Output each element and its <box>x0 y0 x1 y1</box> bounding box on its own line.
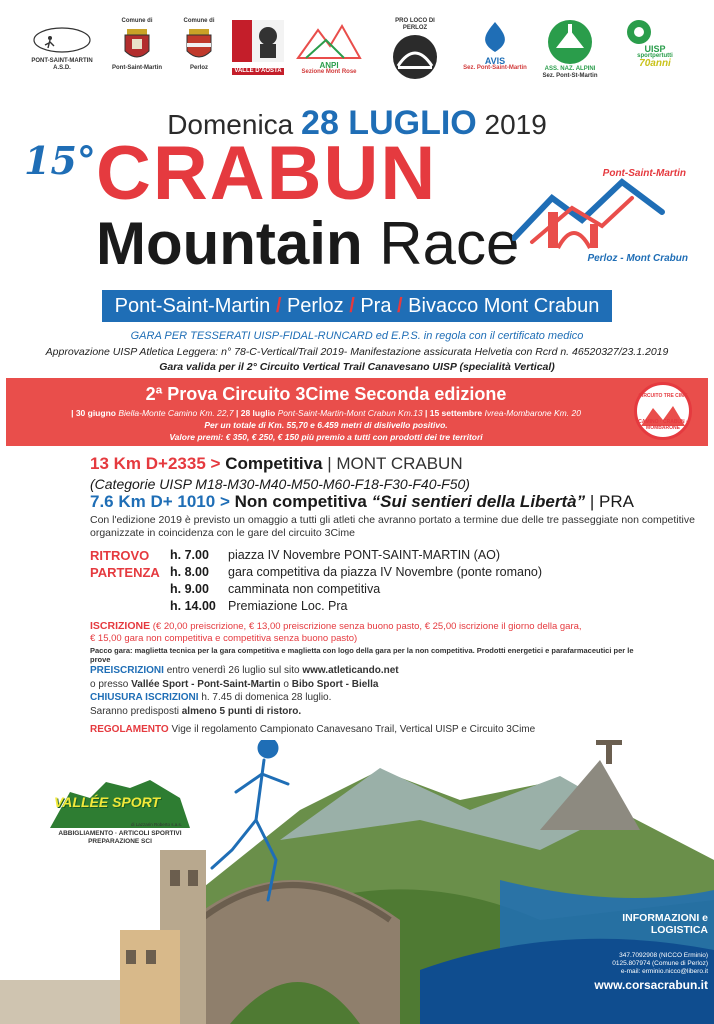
sponsor-logos <box>26 18 696 90</box>
tre-cime-badge: CIRCUITO TRE CIME CAMINO · CRABUN · MOMBARONE <box>634 382 692 440</box>
valle-aosta-logo: VALLE D'AOSTA <box>232 18 284 90</box>
website-link[interactable]: www.corsacrabun.it <box>594 978 708 992</box>
circuit-prizes: Valore premi: € 350, € 250, € 150 più premio a tutti con prodotti dei tre territori <box>169 432 483 442</box>
anpi-logo: ANPI Sezione Mont Rose <box>296 18 362 90</box>
comune-perloz-logo: Comune di Perloz <box>183 18 215 71</box>
rules: REGOLAMENTO Vige il regolamento Campionato Canavesano Trail, Vertical UISP e Circuito 3Cime <box>90 724 536 735</box>
bridge-icon <box>390 32 440 82</box>
registration-fees: ISCRIZIONE (€ 20,00 preiscrizione, € 13,00 preiscrizione senza buono pasto, € 25,00 iscrizione il giorno della gara, € 15,00 gara non competitiva e competitiva senza buono pasto) <box>90 620 582 644</box>
registration-site-link[interactable]: www.atleticando.net <box>302 665 399 676</box>
pro-loco-logo: PRO LOCO DI PERLOZ <box>386 18 444 90</box>
race-non-competitive: 7.6 Km D+ 1010 > Non competitiva “Sui sentieri della Libertà” | PRA <box>90 492 634 511</box>
alpini-logo: ASS. NAZ. ALPINI Sez. Pont-St-Martin <box>540 18 600 90</box>
race-subtitle: Mountain Race <box>96 210 520 277</box>
eligibility-note: GARA PER TESSERATI UISP-FIDAL-RUNCARD ed E.P.S. in regola con il certificato medico <box>130 330 584 342</box>
race-note: Con l'edizione 2019 è previsto un omaggio a tutti gli atleti che avranno portato a termine due delle tre passeggiate non competitive organizzate in coincidenza con le gare del circuito 3Cime <box>90 514 695 539</box>
comune-psm-logo: Comune di Pont-Saint-Martin <box>112 18 162 71</box>
route-banner: Pont-Saint-Martin / Perloz / Pra / Bivacco Mont Crabun <box>102 290 612 322</box>
mountain-icon <box>296 18 362 62</box>
race-competitive: 13 Km D+2335 > Competitiva | MONT CRABUN <box>90 454 463 473</box>
vallee-tagline: ABBIGLIAMENTO · ARTICOLI SPORTIVI PREPARAZIONE SCI <box>58 830 182 845</box>
coat-of-arms-icon <box>122 25 152 65</box>
coat-of-arms-icon <box>184 25 214 65</box>
schedule-row: RITROVO h. 7.00 piazza IV Novembre PONT-SAINT-MARTIN (AO) <box>90 548 501 563</box>
approval-note: Approvazione UISP Atletica Leggera: n° 78-C-Vertical/Trail 2019- Manifestazione assicurata Helvetia con Rcrd n. 46520327/23.1.2019 <box>45 346 669 358</box>
race-list <box>90 454 700 540</box>
avis-drop-icon <box>465 18 525 58</box>
event-date: Domenica 28 LUGLIO 2019 <box>167 104 547 142</box>
race-categories: (Categorie UISP M18-M30-M40-M50-M60-F18-F30-F40-F50) <box>90 476 470 492</box>
preregistration: PREISCRIZIONI entro venerdì 26 luglio sul sito www.atleticando.net o presso Vallée Sport - Pont-Saint-Martin o Bibo Sport - Biella CHIUSURA ISCRIZIONI h. 7.45 di domenica 28 luglio. Saranno predisposti almeno 5 punti di ristoro. <box>90 665 399 717</box>
runner-icon <box>30 18 94 58</box>
schedule-row: h. 9.00 camminata non competitiva <box>170 582 381 596</box>
circuit-stages: | 30 giugno Biella-Monte Camino Km. 22,7 | 28 luglio Pont-Saint-Martin-Mont Crabun Km.13 | 15 settembre Ivrea-Mombarone Km. 20 <box>71 408 581 418</box>
edition-number: 15° <box>24 138 96 183</box>
race-pack: Pacco gara: maglietta tecnica per la gara competitiva e maglietta con logo della gara per la non competitiva. Prodotti energetici e parafarmaceutici per le prove <box>90 646 634 664</box>
asd-logo: PONT-SAINT-MARTIN A.S.D. <box>30 18 94 90</box>
circuit-validity-note: Gara valida per il 2° Circuito Vertical Trail Canavesano UISP (specialità Vertical) <box>159 361 555 373</box>
portrait-icon <box>232 18 284 68</box>
alpini-icon <box>546 18 594 66</box>
circuit-banner <box>6 378 708 446</box>
uisp-icon <box>625 18 685 46</box>
schedule-row: PARTENZA h. 8.00 gara competitiva da piazza IV Novembre (ponte romano) <box>90 565 543 580</box>
uisp-logo: UISP sportpertutti 70anni <box>616 18 694 90</box>
circuit-title: 2ª Prova Circuito 3Cime Seconda edizione <box>145 384 507 404</box>
route-emblem: Pont-Saint-Martin Perloz - Mont Crabun <box>512 168 692 268</box>
vallee-sport-logo: VALLÉE SPORT di Lazzarin Roberto s.a.s. <box>50 778 190 840</box>
race-title: CRABUN <box>96 131 438 216</box>
schedule-row: h. 14.00 Premiazione Loc. Pra <box>170 599 348 613</box>
contact-info: INFORMAZIONI e LOGISTICA 347.7092908 (NICCO Erminio) 0125.807974 (Comune di Perloz) e-mail: erminio.nicco@libero.it www.corsacrabun.it <box>540 912 708 992</box>
avis-logo: AVIS Sez. Pont-Saint-Martin <box>458 18 532 90</box>
circuit-total: Per un totale di Km. 55,70 e 6.459 metri di dislivello positivo. <box>204 420 448 430</box>
schedule <box>90 548 650 616</box>
contact-email[interactable]: e-mail: erminio.nicco@libero.it <box>620 968 708 975</box>
date-highlight: 28 LUGLIO <box>301 104 477 142</box>
